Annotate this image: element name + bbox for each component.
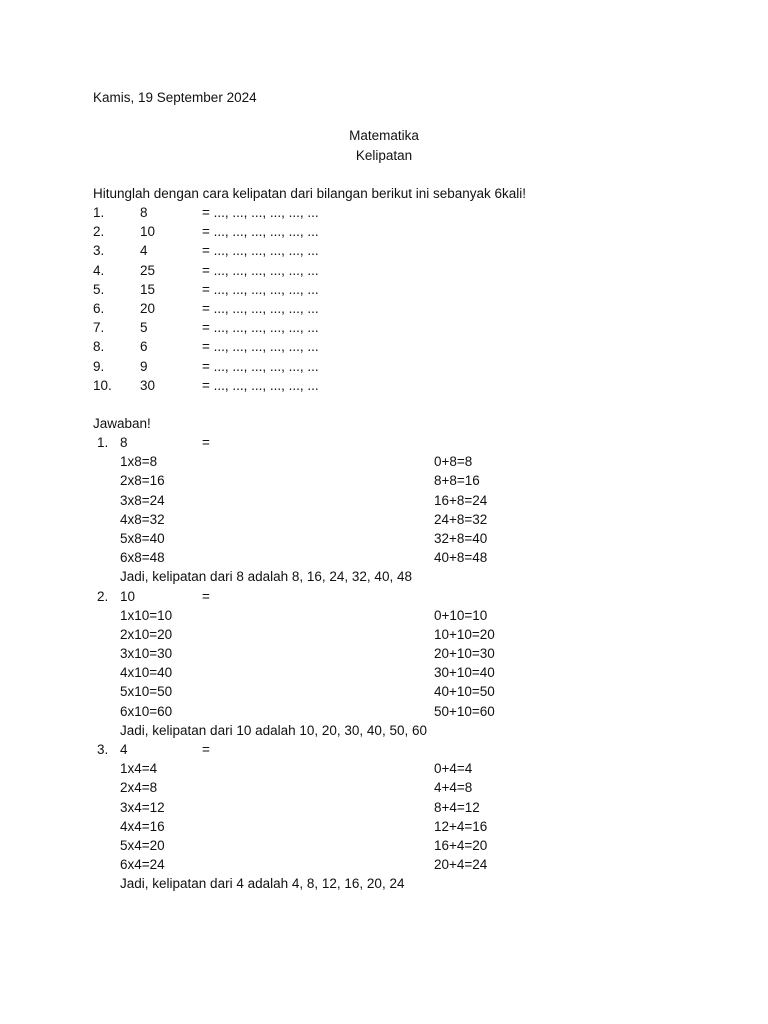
- multiplication-step: 3x10=30: [120, 646, 173, 662]
- answer-step: [93, 510, 653, 529]
- answer-number: 2.: [97, 588, 109, 604]
- multiplication-step: 4x4=16: [120, 818, 165, 834]
- question-blanks: = ..., ..., ..., ..., ..., ...: [202, 205, 319, 220]
- answer-header: [93, 587, 653, 606]
- answer-step: [93, 452, 653, 471]
- question-number: 3.: [93, 243, 105, 259]
- question-blanks: = ..., ..., ..., ..., ..., ...: [202, 320, 319, 336]
- multiplication-step: 6x8=48: [120, 550, 165, 566]
- multiplication-step: 6x10=60: [120, 703, 173, 719]
- topic-title: Kelipatan: [355, 147, 413, 163]
- conclusion-text: Jadi, kelipatan dari 8 adalah 8, 16, 24, 32, 40, 48: [120, 569, 412, 585]
- multiplication-step: 1x10=10: [120, 607, 173, 623]
- answer-step: [93, 759, 653, 778]
- answer-value: 10: [120, 588, 136, 604]
- addition-step: 40+10=50: [434, 684, 495, 700]
- answer-step: [93, 702, 653, 721]
- answer-equals: =: [202, 588, 210, 604]
- multiplication-step: 2x4=8: [120, 780, 158, 796]
- question-value: 15: [140, 281, 156, 297]
- conclusion-text: Jadi, kelipatan dari 4 adalah 4, 8, 12, 16, 20, 24: [120, 876, 405, 892]
- question-number: 4.: [93, 262, 105, 278]
- answer-step: [93, 778, 653, 797]
- question-item: [93, 222, 653, 241]
- addition-step: 40+8=48: [434, 550, 488, 566]
- answer-step: [93, 682, 653, 701]
- instruction-text: Hitunglah dengan cara kelipatan dari bilangan berikut ini sebanyak 6kali!: [93, 186, 527, 201]
- answer-header: [93, 740, 653, 759]
- question-number: 5.: [93, 281, 105, 297]
- question-blanks: = ..., ..., ..., ..., ..., ...: [202, 224, 319, 240]
- addition-step: 16+4=20: [434, 837, 488, 853]
- addition-step: 16+8=24: [434, 492, 488, 508]
- multiplication-step: 1x4=4: [120, 761, 158, 777]
- question-item: [93, 261, 653, 280]
- question-number: 9.: [93, 358, 105, 374]
- multiplication-step: 6x4=24: [120, 857, 165, 873]
- answer-step: [93, 548, 653, 567]
- multiplication-step: 1x8=8: [120, 454, 158, 470]
- answer-heading: Jawaban!: [93, 416, 151, 431]
- question-item: [93, 203, 653, 222]
- answer-equals: =: [202, 742, 210, 757]
- addition-step: 0+10=10: [434, 607, 488, 623]
- answer-step: [93, 606, 653, 625]
- question-item: [93, 299, 653, 318]
- answer-step: [93, 471, 653, 490]
- addition-step: 12+4=16: [434, 818, 488, 834]
- multiplication-step: 4x10=40: [120, 665, 173, 681]
- answer-conclusion: [93, 567, 653, 586]
- question-blanks: = ..., ..., ..., ..., ..., ...: [202, 377, 319, 393]
- answer-list: [93, 433, 653, 894]
- answer-step: [93, 529, 653, 548]
- question-item: [93, 337, 653, 356]
- answer-value: 8: [120, 435, 128, 450]
- question-number: 1.: [93, 205, 105, 220]
- answer-step: [93, 663, 653, 682]
- question-value: 20: [140, 300, 156, 316]
- question-blanks: = ..., ..., ..., ..., ..., ...: [202, 281, 319, 297]
- multiplication-step: 2x8=16: [120, 473, 165, 489]
- addition-step: 24+8=32: [434, 511, 488, 527]
- addition-step: 4+4=8: [434, 780, 473, 796]
- question-value: 8: [140, 205, 148, 220]
- question-value: 6: [140, 339, 148, 355]
- question-blanks: = ..., ..., ..., ..., ..., ...: [202, 262, 319, 278]
- addition-step: 50+10=60: [434, 703, 495, 719]
- document-date: Kamis, 19 September 2024: [93, 90, 257, 105]
- question-item: [93, 241, 653, 260]
- multiplication-step: 4x8=32: [120, 511, 165, 527]
- multiplication-step: 5x10=50: [120, 684, 173, 700]
- answer-step: [93, 644, 653, 663]
- multiplication-step: 2x10=20: [120, 626, 173, 642]
- question-blanks: = ..., ..., ..., ..., ..., ...: [202, 300, 319, 316]
- question-item: [93, 357, 653, 376]
- question-list: [93, 203, 653, 395]
- multiplication-step: 5x4=20: [120, 837, 165, 853]
- question-value: 30: [140, 377, 156, 393]
- answer-step: [93, 625, 653, 644]
- addition-step: 0+8=8: [434, 454, 473, 470]
- question-value: 25: [140, 262, 156, 278]
- multiplication-step: 3x4=12: [120, 799, 165, 815]
- answer-conclusion: [93, 874, 653, 893]
- question-item: [93, 280, 653, 299]
- multiplication-step: 5x8=40: [120, 530, 165, 546]
- subject-title: Matematika: [349, 128, 419, 143]
- addition-step: 10+10=20: [434, 626, 495, 642]
- addition-step: 32+8=40: [434, 530, 488, 546]
- question-blanks: = ..., ..., ..., ..., ..., ...: [202, 243, 319, 259]
- answer-conclusion: [93, 721, 653, 740]
- question-item: [93, 318, 653, 337]
- question-blanks: = ..., ..., ..., ..., ..., ...: [202, 358, 319, 374]
- answer-number: 1.: [97, 435, 109, 450]
- addition-step: 30+10=40: [434, 665, 495, 681]
- answer-value: 4: [120, 742, 128, 757]
- answer-step: [93, 836, 653, 855]
- question-value: 5: [140, 320, 148, 336]
- addition-step: 8+4=12: [434, 799, 480, 815]
- answer-step: [93, 817, 653, 836]
- question-value: 10: [140, 224, 156, 240]
- question-number: 2.: [93, 224, 105, 240]
- addition-step: 20+4=24: [434, 857, 488, 873]
- addition-step: 20+10=30: [434, 646, 495, 662]
- question-number: 8.: [93, 339, 105, 355]
- answer-header: [93, 433, 653, 452]
- answer-step: [93, 491, 653, 510]
- answer-step: [93, 798, 653, 817]
- answer-number: 3.: [97, 742, 109, 757]
- question-number: 10.: [93, 377, 112, 393]
- answer-step: [93, 855, 653, 874]
- addition-step: 0+4=4: [434, 761, 473, 777]
- answer-equals: =: [202, 435, 210, 450]
- question-value: 4: [140, 243, 148, 259]
- question-number: 6.: [93, 300, 105, 316]
- question-number: 7.: [93, 320, 105, 336]
- question-blanks: = ..., ..., ..., ..., ..., ...: [202, 339, 319, 355]
- addition-step: 8+8=16: [434, 473, 480, 489]
- multiplication-step: 3x8=24: [120, 492, 165, 508]
- question-value: 9: [140, 358, 148, 374]
- question-item: [93, 376, 653, 395]
- conclusion-text: Jadi, kelipatan dari 10 adalah 10, 20, 30, 40, 50, 60: [120, 722, 427, 738]
